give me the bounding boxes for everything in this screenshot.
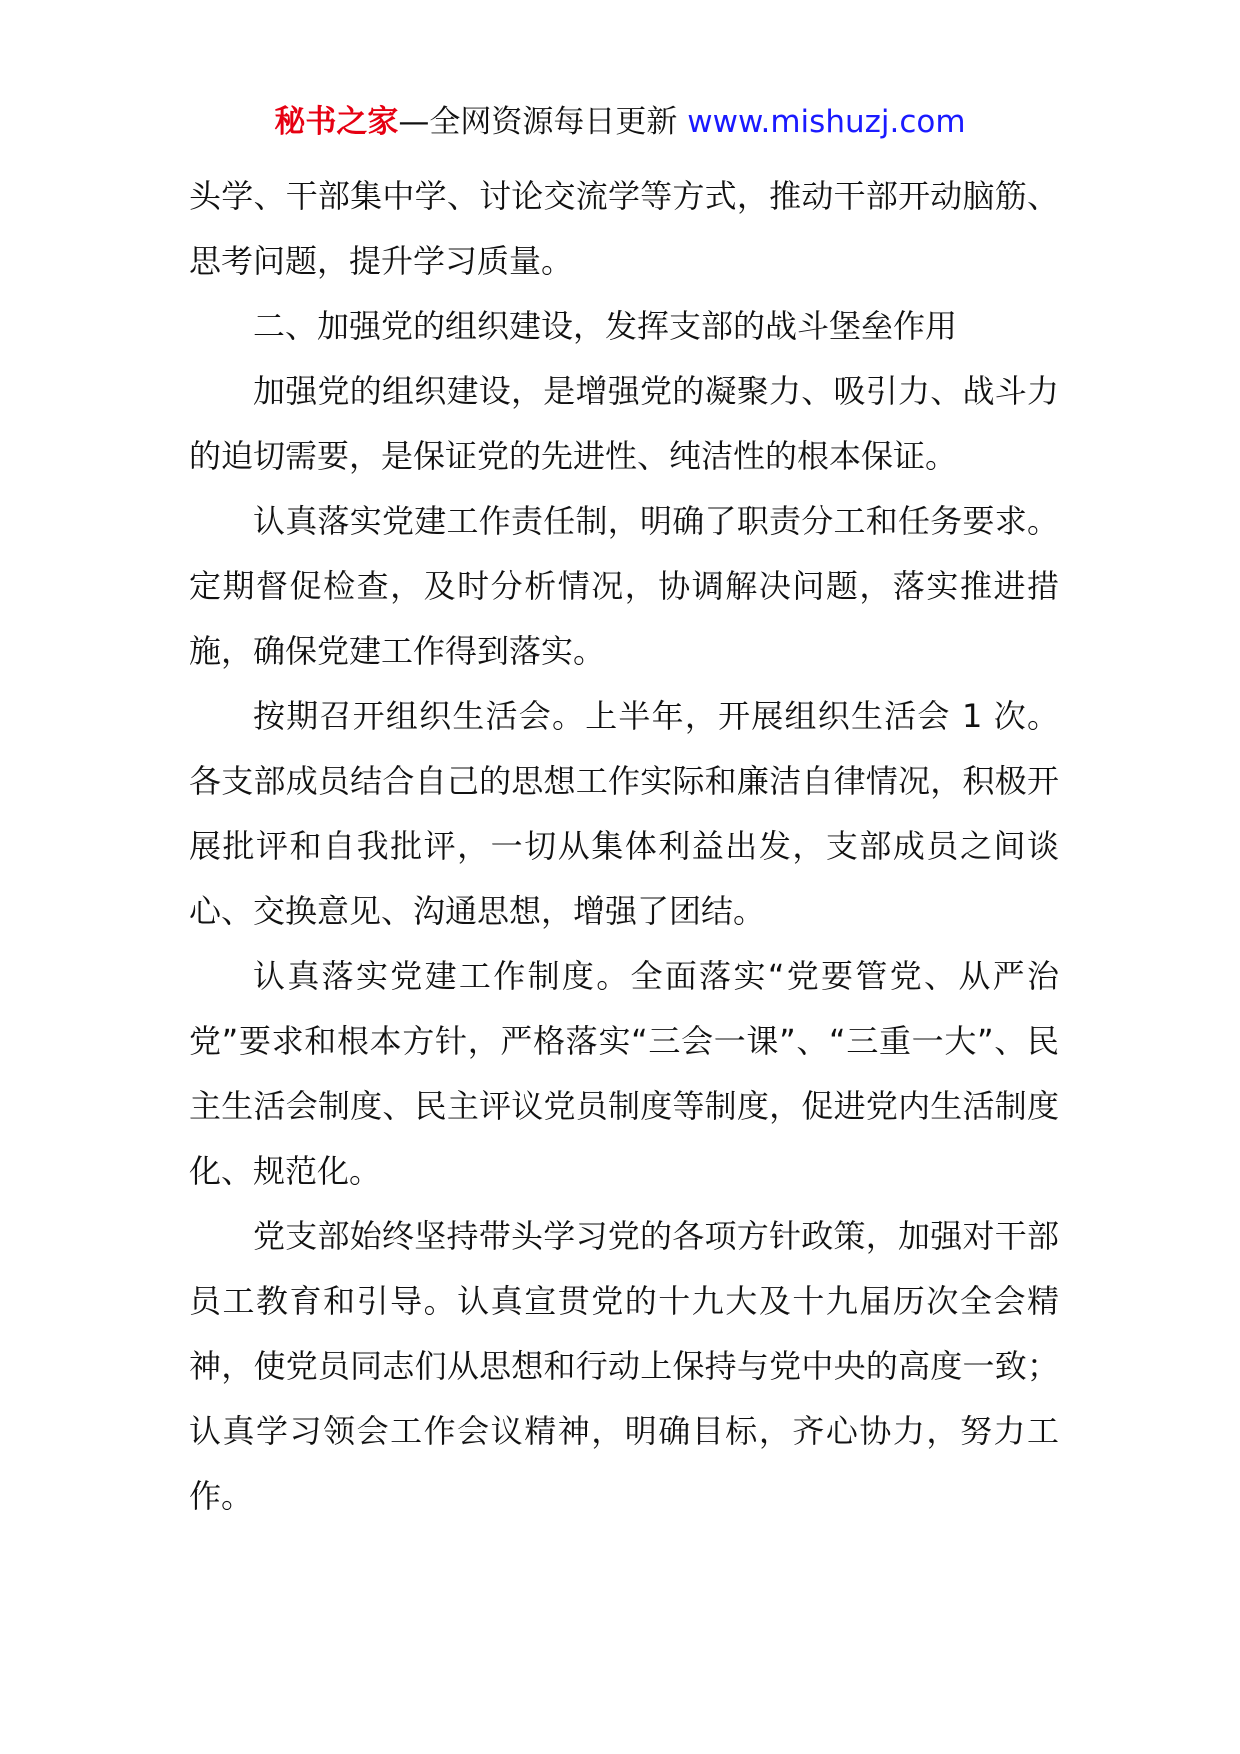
paragraph-continuation: 头学、干部集中学、讨论交流学等方式，推动干部开动脑筋、思考问题，提升学习质量。 [189,177,1059,280]
site-url-link[interactable]: www.mishuzj.com [687,104,966,140]
header-tagline: —全网资源每日更新 [398,104,678,140]
brand-name: 秘书之家 [274,104,399,140]
paragraph: 认真落实党建工作制度。全面落实“党要管党、从严治党”要求和根本方针，严格落实“三会一课”、“三重一大”、民主生活会制度、民主评议党员制度等制度，促进党内生活制度化、规范化。 [189,957,1059,1190]
paragraph: 党支部始终坚持带头学习党的各项方针政策，加强对干部员工教育和引导。认真宣贯党的十九大及十九届历次全会精神，使党员同志们从思想和行动上保持与党中央的高度一致；认真学习领会工作会议精神，明确目标，齐心协力，努力工作。 [189,1217,1059,1515]
paragraph: 按期召开组织生活会。上半年，开展组织生活会 1 次。各支部成员结合自己的思想工作实际和廉洁自律情况，积极开展批评和自我批评，一切从集体利益出发，支部成员之间谈心、交换意见、沟通思想，增强了团结。 [189,697,1059,930]
paragraph: 认真落实党建工作责任制，明确了职责分工和任务要求。定期督促检查，及时分析情况，协调解决问题，落实推进措施，确保党建工作得到落实。 [189,502,1059,670]
page-header [0,100,1240,144]
document-body [189,164,1059,1529]
section-heading: 二、加强党的组织建设，发挥支部的战斗堡垒作用 [253,307,958,345]
paragraph: 加强党的组织建设，是增强党的凝聚力、吸引力、战斗力的迫切需要，是保证党的先进性、纯洁性的根本保证。 [189,372,1059,475]
